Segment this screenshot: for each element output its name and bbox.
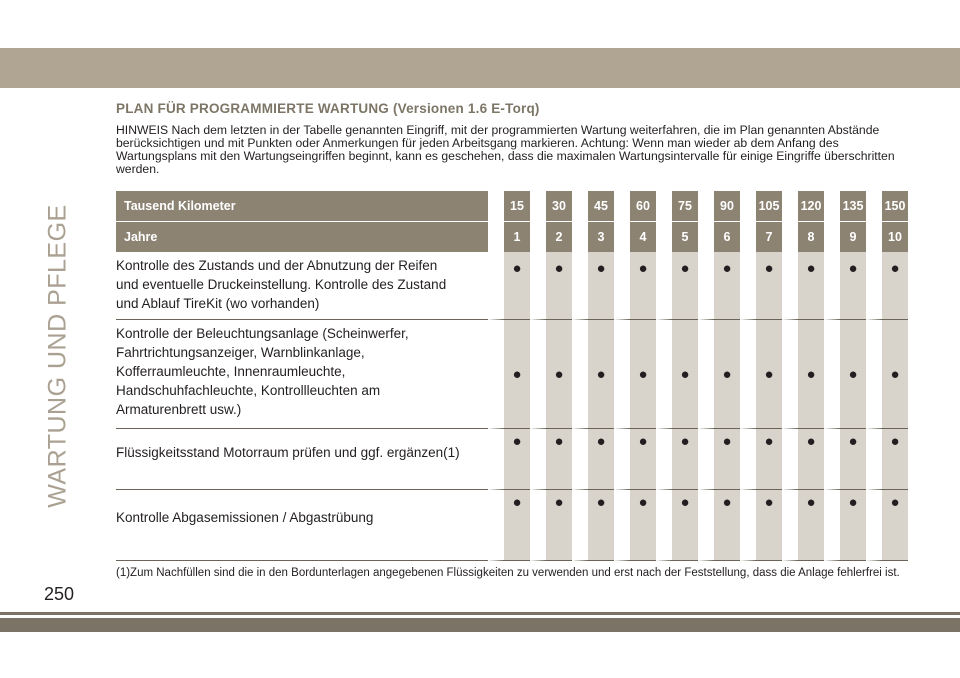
check-dot: ●: [824, 252, 866, 320]
check-dot: ●: [698, 252, 740, 320]
km-header-cell: 45: [572, 191, 614, 222]
check-dot: ●: [572, 252, 614, 320]
check-dot: ●: [530, 320, 572, 429]
years-header-cell: 9: [824, 222, 866, 252]
table-row: [116, 252, 908, 320]
years-header-cell: 4: [614, 222, 656, 252]
check-dot: ●: [740, 252, 782, 320]
check-dot: ●: [530, 490, 572, 561]
note-text: HINWEIS Nach dem letzten in der Tabelle genannten Eingriff, mit der programmierten Wartung weiterfahren, die im Plan genannten Abstände berücksichtigen und mit Punkten oder Anmerkungen für jeden Arbeitsgang markieren. Achtung: Wenn man wieder ab dem Anfang des Wartungsplans mit den Wartungseingriffen beginnt, kann es geschehen, dass die maximalen Wartungsintervalle für einige Eingriffe überschritten werden.: [116, 123, 895, 176]
check-dot: ●: [530, 252, 572, 320]
km-header-cell: 120: [782, 191, 824, 222]
km-header-cell: 30: [530, 191, 572, 222]
years-header-cell: 5: [656, 222, 698, 252]
km-header-cell: 60: [614, 191, 656, 222]
row-description: [116, 490, 488, 561]
check-dot: ●: [782, 490, 824, 561]
check-dot: ●: [824, 429, 866, 490]
years-header-cell: 7: [740, 222, 782, 252]
check-dot: ●: [572, 490, 614, 561]
years-header-cell: 8: [782, 222, 824, 252]
check-dot: ●: [782, 252, 824, 320]
check-dot: ●: [866, 429, 908, 490]
check-dot: ●: [572, 320, 614, 429]
km-header-cell: 150: [866, 191, 908, 222]
years-header-cell: 10: [866, 222, 908, 252]
check-dot: ●: [488, 490, 530, 561]
km-header-cell: 15: [488, 191, 530, 222]
check-dot: ●: [656, 252, 698, 320]
check-dot: ●: [614, 429, 656, 490]
check-dot: ●: [656, 490, 698, 561]
check-dot: ●: [782, 320, 824, 429]
years-header-cell: 2: [530, 222, 572, 252]
check-dot: ●: [824, 490, 866, 561]
check-dot: ●: [824, 320, 866, 429]
check-dot: ●: [488, 320, 530, 429]
row-line: und eventuelle Druckeinstellung. Kontrolle des Zustand: [116, 277, 447, 292]
km-header-label: Tausend Kilometer: [116, 191, 488, 222]
years-header-row: [116, 222, 908, 252]
row-line: Flüssigkeitsstand Motorraum prüfen und ggf. ergänzen(1): [116, 445, 460, 460]
check-dot: ●: [740, 490, 782, 561]
check-dot: ●: [866, 252, 908, 320]
check-dot: ●: [782, 429, 824, 490]
check-dot: ●: [656, 320, 698, 429]
km-header-cell: 90: [698, 191, 740, 222]
row-line: Handschuhfachleuchte, Kontrollleuchten am: [116, 383, 381, 398]
check-dot: ●: [530, 429, 572, 490]
row-line: Kofferraumleuchte, Innenraumleuchte,: [116, 364, 346, 379]
check-dot: ●: [656, 429, 698, 490]
row-description: [116, 320, 488, 429]
table-row: [116, 429, 908, 490]
check-dot: ●: [698, 490, 740, 561]
check-dot: ●: [488, 252, 530, 320]
check-dot: ●: [614, 320, 656, 429]
page-number: 250: [44, 584, 75, 604]
km-header-cell: 105: [740, 191, 782, 222]
check-dot: ●: [572, 429, 614, 490]
km-header-cell: 135: [824, 191, 866, 222]
row-line: Armaturenbrett usw.): [116, 402, 242, 417]
check-dot: ●: [488, 429, 530, 490]
top-band: [0, 48, 960, 88]
check-dot: ●: [740, 320, 782, 429]
row-line: Kontrolle des Zustands und der Abnutzung der Reifen: [116, 258, 438, 273]
page-content: [116, 101, 908, 580]
check-dot: ●: [614, 490, 656, 561]
row-line: Fahrtrichtungsanzeiger, Warnblinkanlage,: [116, 345, 365, 360]
years-header-cell: 6: [698, 222, 740, 252]
years-header-label: Jahre: [116, 222, 488, 252]
row-description: [116, 429, 488, 490]
km-header-row: [116, 191, 908, 222]
maintenance-table: [116, 191, 908, 561]
table-row: [116, 320, 908, 429]
years-header-cell: 3: [572, 222, 614, 252]
check-dot: ●: [866, 490, 908, 561]
km-header-cell: 75: [656, 191, 698, 222]
bottom-band: [0, 618, 960, 632]
section-heading: PLAN FÜR PROGRAMMIERTE WARTUNG (Versionen 1.6 E-Torq): [116, 101, 540, 116]
row-line: und Ablauf TireKit (wo vorhanden): [116, 296, 320, 311]
row-line: Kontrolle Abgasemissionen / Abgastrübung: [116, 510, 374, 525]
row-description: [116, 252, 488, 320]
check-dot: ●: [866, 320, 908, 429]
check-dot: ●: [740, 429, 782, 490]
footnote: (1)Zum Nachfüllen sind die in den Bordunterlagen angegebenen Flüssigkeiten zu verwenden und erst nach der Feststellung, dass die Anlage fehlerfrei ist.: [116, 567, 900, 579]
row-line: Kontrolle der Beleuchtungsanlage (Scheinwerfer,: [116, 326, 409, 341]
table-row: [116, 490, 908, 561]
bottom-rule: [0, 612, 960, 615]
check-dot: ●: [698, 429, 740, 490]
years-header-cell: 1: [488, 222, 530, 252]
check-dot: ●: [698, 320, 740, 429]
check-dot: ●: [614, 252, 656, 320]
